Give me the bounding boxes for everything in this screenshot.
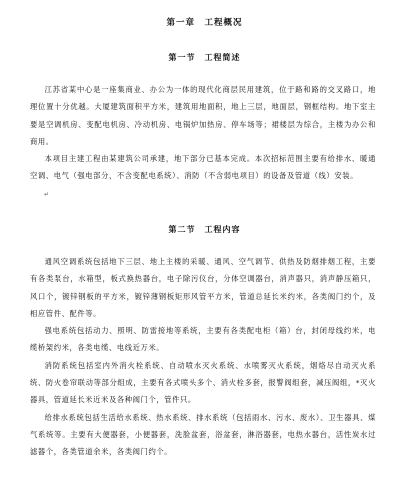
chapter-title: 第一章 工程概况 (166, 18, 243, 28)
paragraph: 给排水系统包括生活给水系统、热水系统、排水系统（包括雨水、污水、废水）、卫生器具、煤气系统等。主要有大便器套，小便器套，洗脸盆套，浴盆套，淋浴器套，电热水器台，活性炭水过滤器个，各类管道余米，各类阀门约个。 (30, 412, 376, 457)
section-body-overview (30, 81, 376, 202)
paragraph-mark (30, 185, 376, 202)
section-body-content (30, 253, 376, 461)
paragraph: 通风空调系统包括地下三层、地上主楼的采暖、通风、空气调节、供热及防烟排烟工程，主要有各类泵台，水箱型，板式换热器台，电子除污仪台，分体空调器台，消声器只，消声静压箱只，风口个，镀锌钢板的平方米，镀锌薄钢板矩形风管平方米，管道总延长米约米，各类阀门约个，及相应管件、配件等。 (30, 257, 376, 318)
paragraph: 本项目主建工程由某建筑公司承建，地下部分已基本完成。本次招标范围主要有给排水、暖通空调、电气（强电部分，不含变配电系统）、消防（不含弱电项目）的设备及管道（线）安装。 (30, 154, 376, 181)
paragraph-mark-glyph: ↵ (44, 190, 50, 198)
section-title-content: 第二节 工程内容 (168, 225, 241, 234)
paragraph: 强电系统包括动力、照明、防雷接地等系统，主要有各类配电柜（箱）台，封闭母线约米，电缆桥架约米，各类电缆、电线近万米。 (30, 326, 376, 353)
section-title-overview: 第一节 工程简述 (168, 53, 241, 62)
paragraph: 江苏省某中心是一座集商业、办公为一体的现代化商层民用建筑，位于路和路的交叉路口，地理位置十分优越。大厦建筑面积平方米，建筑用地面积，地上三层，地面层，钢框结构。地下室主要是空调机房、变配电机房、冷动机房、电锅炉加热房、停车场等；裙楼层为综合，主楼为办公和商用。 (30, 85, 376, 146)
paragraph: 消防系统包括室内外消火栓系统、自动喷水灭火系统、水喷雾灭火系统，烟烙尽自动灭火系统、防火卷帘联动等部分组成，主要有各式喷头多个、消火栓多套，报警阀组套，减压阀组，*灭火器具，管道延长米近米及各种阀门个，管件只。 (30, 360, 376, 405)
